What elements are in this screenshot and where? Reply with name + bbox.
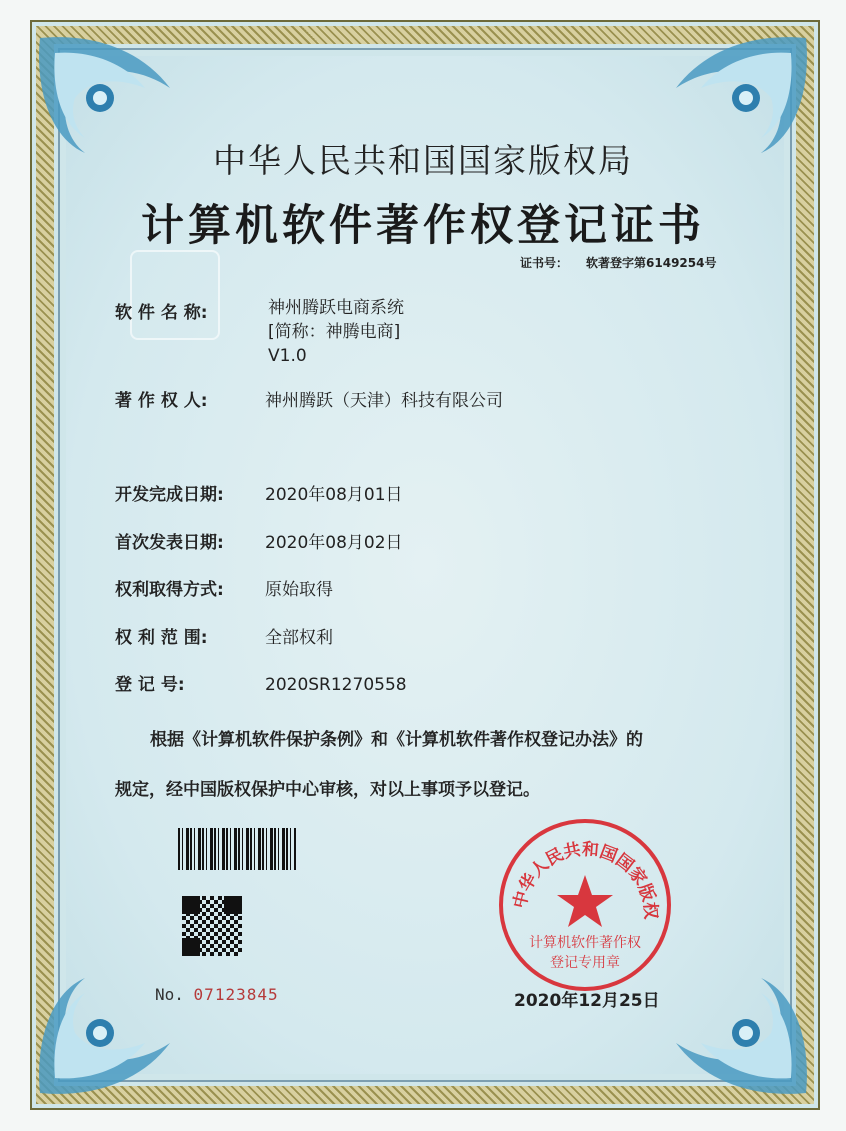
field-scope	[115, 623, 333, 648]
field-label: 开发完成日期:	[115, 485, 224, 505]
field-label: 权 利 范 围:	[115, 628, 208, 648]
field-acquire-method	[115, 575, 333, 600]
serial-number	[155, 985, 279, 1004]
field-value: 2020年08月01日	[265, 485, 403, 505]
field-label: 著 作 权 人:	[115, 391, 208, 411]
corner-ornament-icon	[666, 973, 816, 1103]
field-value: 神州腾跃（天津）科技有限公司	[265, 391, 503, 411]
certificate-number-value: 软著登字第6149254号	[586, 256, 717, 270]
software-name-value	[268, 296, 404, 368]
certificate-number-label: 证书号：	[520, 256, 569, 270]
certificate-title: 计算机软件著作权登记证书	[141, 201, 705, 251]
barcode	[178, 828, 296, 870]
software-name-line: 神州腾跃电商系统	[268, 298, 404, 318]
field-pub-date	[115, 528, 403, 553]
qr-code	[182, 896, 242, 956]
issue-date: 2020年12月25日	[514, 991, 660, 1011]
field-label: 权利取得方式:	[115, 580, 224, 600]
software-short-name-line: [简称：神腾电商]	[268, 322, 401, 342]
field-value: 原始取得	[265, 580, 333, 600]
field-label: 登 记 号:	[115, 675, 185, 695]
statement-line-1: 根据《计算机软件保护条例》和《计算机软件著作权登记办法》的	[150, 730, 643, 750]
serial-prefix: No.	[155, 985, 184, 1004]
seal-inner-line-1: 计算机软件著作权	[529, 935, 641, 951]
field-registration-number	[115, 670, 407, 695]
seal-outer-text: 中华人民共和国国家版权	[510, 839, 661, 920]
field-dev-date	[115, 480, 403, 505]
field-software-name	[115, 298, 265, 323]
field-label: 首次发表日期:	[115, 533, 224, 553]
official-seal	[495, 815, 675, 995]
issuer-title: 中华人民共和国国家版权局	[213, 141, 633, 180]
field-value: 全部权利	[265, 628, 333, 648]
certificate-number	[520, 254, 734, 271]
watermark-emblem	[130, 250, 220, 340]
field-owner	[115, 386, 503, 411]
serial-value: 07123845	[193, 985, 279, 1004]
field-value: 2020年08月02日	[265, 533, 403, 553]
software-version-line: V1.0	[268, 346, 307, 366]
field-value: 2020SR1270558	[265, 675, 407, 695]
statement-line-2: 规定，经中国版权保护中心审核，对以上事项予以登记。	[115, 780, 540, 800]
field-label: 软 件 名 称:	[115, 303, 208, 323]
seal-inner-line-2: 登记专用章	[550, 955, 620, 971]
certificate-frame	[30, 20, 820, 1110]
